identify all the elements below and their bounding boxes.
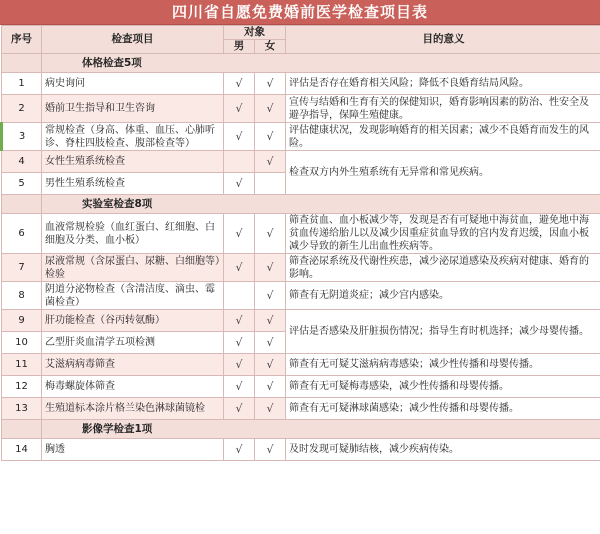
table-row	[2, 151, 600, 173]
female-check: √	[255, 73, 286, 95]
female-check: √	[255, 254, 286, 282]
female-check: √	[255, 332, 286, 354]
row-item: 尿液常规（含尿蛋白、尿糖、白细胞等）检验	[42, 254, 224, 282]
row-no: 14	[2, 439, 42, 461]
male-check: √	[224, 376, 255, 398]
header-female: 女	[255, 40, 286, 54]
section-imaging: 影像学检查1项	[42, 420, 600, 439]
row-item: 男性生殖系统检查	[42, 173, 224, 195]
row-no: 1	[2, 73, 42, 95]
section-row	[2, 420, 600, 439]
header-row	[2, 26, 600, 40]
male-check: √	[224, 73, 255, 95]
header-male: 男	[224, 40, 255, 54]
row-item: 病史询问	[42, 73, 224, 95]
row-no: 3	[2, 123, 42, 151]
row-item: 胸透	[42, 439, 224, 461]
table-title: 四川省自愿免费婚前医学检查项目表	[0, 0, 600, 25]
row-item: 常规检查（身高、体重、血压、心肺听诊、脊柱四肢检查、腹部检查等）	[42, 123, 224, 151]
female-check: √	[255, 354, 286, 376]
row-purpose: 筛查有无阴道炎症；减少宫内感染。	[286, 282, 600, 310]
row-purpose: 评估健康状况，发现影响婚育的相关因素；减少不良婚育而发生的风险。	[286, 123, 600, 151]
row-no: 7	[2, 254, 42, 282]
row-no: 9	[2, 310, 42, 332]
table-row	[2, 439, 600, 461]
table-row	[2, 310, 600, 332]
female-check: √	[255, 214, 286, 254]
male-check: √	[224, 123, 255, 151]
row-purpose: 及时发现可疑肺结核，减少疾病传染。	[286, 439, 600, 461]
row-item: 乙型肝炎血清学五项检测	[42, 332, 224, 354]
row-no: 12	[2, 376, 42, 398]
section-row	[2, 195, 600, 214]
row-item: 艾滋病病毒筛查	[42, 354, 224, 376]
table-row	[2, 376, 600, 398]
male-check: √	[224, 332, 255, 354]
table-row	[2, 398, 600, 420]
exam-table	[0, 25, 600, 461]
male-check: √	[224, 439, 255, 461]
female-check: √	[255, 123, 286, 151]
row-no: 8	[2, 282, 42, 310]
section-row	[2, 54, 600, 73]
table-row	[2, 354, 600, 376]
male-check: √	[224, 354, 255, 376]
row-item: 血液常规检验（血红蛋白、红细胞、白细胞及分类、血小板）	[42, 214, 224, 254]
row-purpose-merged: 评估是否感染及肝脏损伤情况；指导生育时机选择；减少母婴传播。	[286, 310, 600, 354]
male-check: √	[224, 254, 255, 282]
row-no: 11	[2, 354, 42, 376]
male-check	[224, 151, 255, 173]
table-row	[2, 123, 600, 151]
row-purpose: 筛查有无可疑艾滋病病毒感染；减少性传播和母婴传播。	[286, 354, 600, 376]
male-check: √	[224, 214, 255, 254]
male-check: √	[224, 310, 255, 332]
table-row	[2, 282, 600, 310]
header-purpose: 目的意义	[286, 26, 600, 54]
female-check: √	[255, 282, 286, 310]
female-check	[255, 173, 286, 195]
female-check: √	[255, 398, 286, 420]
row-no: 10	[2, 332, 42, 354]
row-purpose-merged: 检查双方内外生殖系统有无异常和常见疾病。	[286, 151, 600, 195]
female-check: √	[255, 376, 286, 398]
male-check	[224, 282, 255, 310]
row-purpose: 筛查泌尿系统及代谢性疾患，减少泌尿道感染及疾病对健康、婚育的影响。	[286, 254, 600, 282]
row-item: 生殖道标本涂片格兰染色淋球菌镜检	[42, 398, 224, 420]
female-check: √	[255, 310, 286, 332]
row-no: 6	[2, 214, 42, 254]
header-target: 对象	[224, 26, 286, 40]
male-check: √	[224, 398, 255, 420]
row-no: 13	[2, 398, 42, 420]
female-check: √	[255, 95, 286, 123]
section-lab: 实验室检查8项	[42, 195, 600, 214]
row-item: 女性生殖系统检查	[42, 151, 224, 173]
row-no: 2	[2, 95, 42, 123]
male-check: √	[224, 173, 255, 195]
row-no: 4	[2, 151, 42, 173]
section-physical: 体格检查5项	[42, 54, 600, 73]
male-check: √	[224, 95, 255, 123]
table-row	[2, 95, 600, 123]
table-row	[2, 214, 600, 254]
row-purpose: 筛查贫血、血小板减少等，发现是否有可疑地中海贫血，避免地中海贫血传递给胎儿以及减少因重症贫血导致的宫内发育迟缓，因血小板减少导致的新生儿出血性疾病等。	[286, 214, 600, 254]
row-purpose: 评估是否存在婚育相关风险；降低不良婚育结局风险。	[286, 73, 600, 95]
row-purpose: 筛查有无可疑梅毒感染，减少性传播和母婴传播。	[286, 376, 600, 398]
female-check: √	[255, 439, 286, 461]
female-check: √	[255, 151, 286, 173]
row-purpose: 筛查有无可疑淋球菌感染；减少性传播和母婴传播。	[286, 398, 600, 420]
row-item: 肝功能检查（谷丙转氨酶）	[42, 310, 224, 332]
table-row	[2, 73, 600, 95]
row-no: 5	[2, 173, 42, 195]
row-item: 阴道分泌物检查（含清洁度、滴虫、霉菌检查）	[42, 282, 224, 310]
row-purpose: 宣传与结婚和生育有关的保健知识，婚育影响因素的防治、性安全及避孕指导，保障生殖健康。	[286, 95, 600, 123]
row-item: 梅毒螺旋体筛查	[42, 376, 224, 398]
row-item: 婚前卫生指导和卫生咨询	[42, 95, 224, 123]
header-item: 检查项目	[42, 26, 224, 54]
header-no: 序号	[2, 26, 42, 54]
table-row	[2, 254, 600, 282]
